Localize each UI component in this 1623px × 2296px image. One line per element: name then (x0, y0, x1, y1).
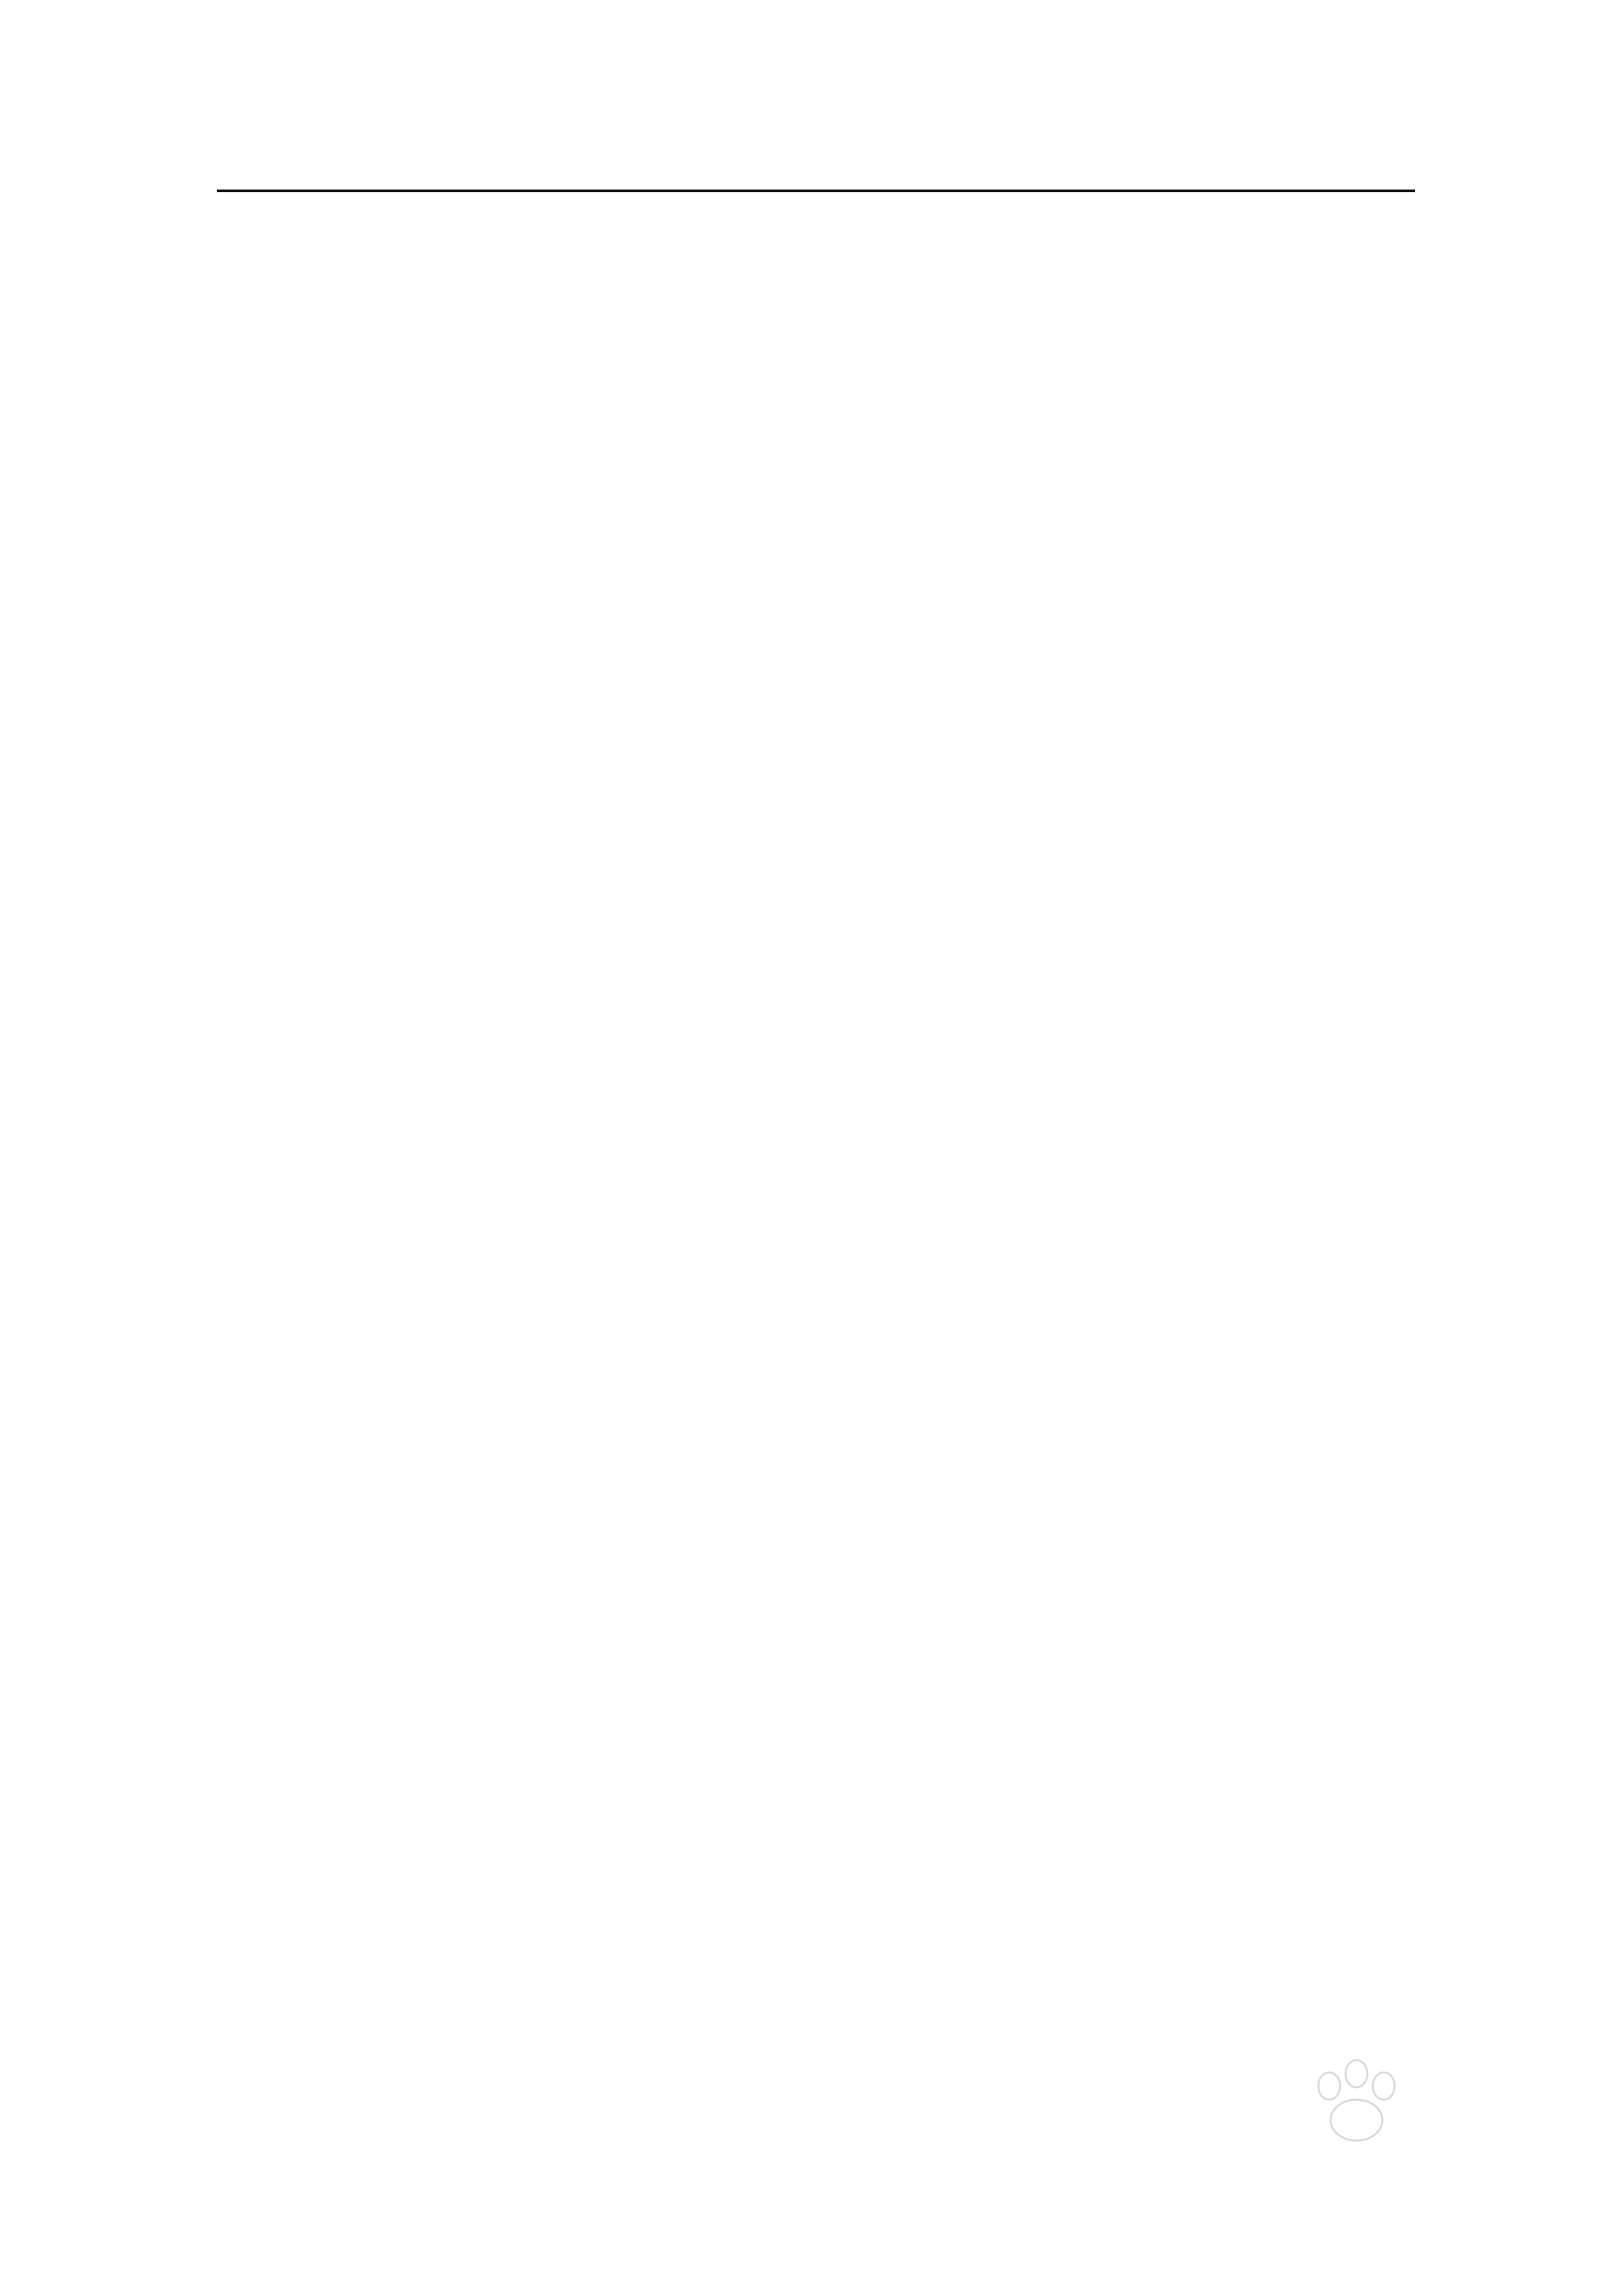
paw-icon (1302, 2059, 1411, 2147)
baidu-watermark (1145, 2059, 1554, 2263)
command-output (372, 235, 386, 406)
page-header (217, 151, 1415, 192)
